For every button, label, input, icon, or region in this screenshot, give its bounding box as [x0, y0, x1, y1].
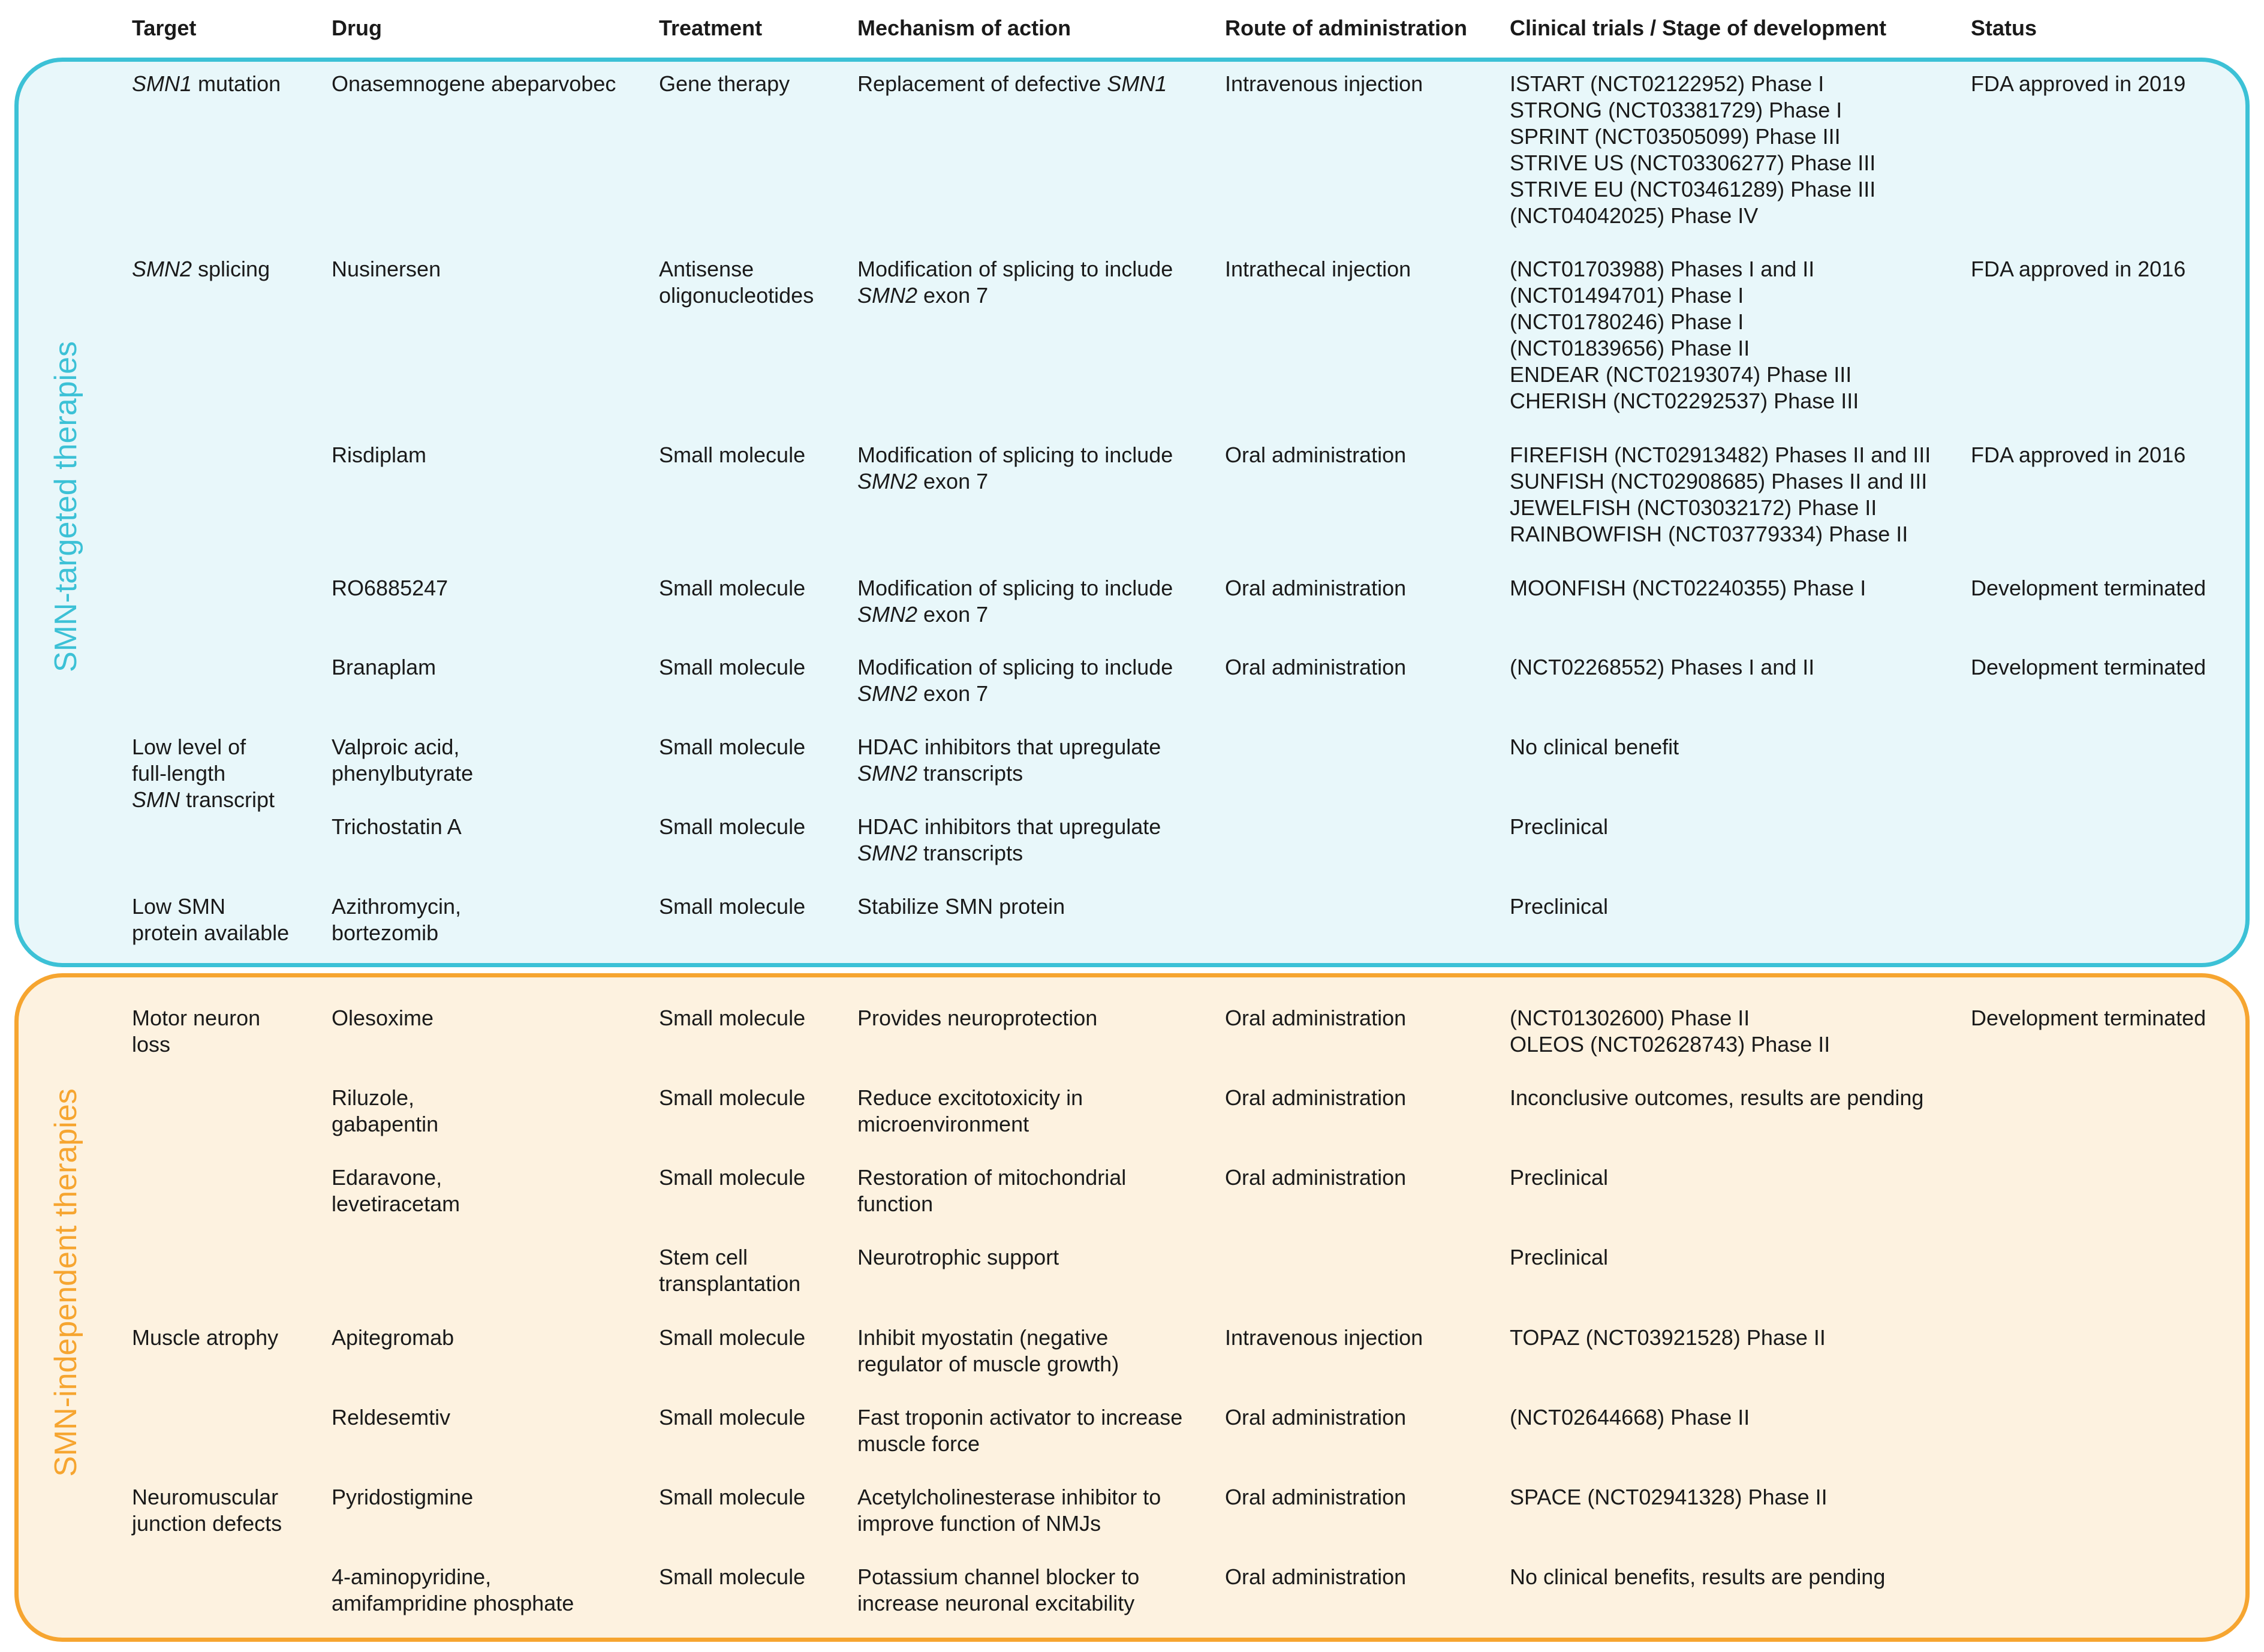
cell-line: STRIVE US (NCT03306277) Phase III — [1510, 151, 1876, 175]
gene-name: SMN2 — [857, 761, 918, 786]
cell-line: Risdiplam — [332, 443, 427, 467]
cell-line: (NCT04042025) Phase IV — [1510, 203, 1759, 228]
header-treatment: Treatment — [659, 16, 763, 40]
cell-treatment — [659, 71, 851, 97]
group-label-smn-targeted: SMN-targeted therapies — [49, 341, 83, 673]
cell-line: Stem cell — [659, 1245, 748, 1269]
cell-line: Oral administration — [1225, 1165, 1407, 1190]
cell-treatment — [659, 1244, 851, 1297]
cell-line: Inconclusive outcomes, results are pending — [1510, 1085, 1924, 1110]
gene-name: SMN1 — [132, 71, 192, 96]
cell-route — [1225, 256, 1501, 282]
cell-line: Small molecule — [659, 1405, 806, 1430]
cell-line: levetiracetam — [332, 1191, 460, 1216]
cell-treatment — [659, 1404, 851, 1431]
cell-mechanism — [857, 1325, 1211, 1377]
cell-target — [132, 1325, 324, 1351]
gene-name: SMN2 — [857, 283, 918, 308]
group-label-smn-independent: SMN-independent therapies — [49, 1088, 83, 1477]
cell-treatment — [659, 1484, 851, 1510]
cell-line: Pyridostigmine — [332, 1485, 474, 1509]
cell-drug — [332, 442, 643, 468]
cell-treatment — [659, 1164, 851, 1191]
cell-drug — [332, 71, 643, 97]
cell-line: junction defects — [132, 1511, 282, 1536]
cell-line — [857, 468, 1211, 495]
cell-line: Small molecule — [659, 1165, 806, 1190]
cell-route — [1225, 1484, 1501, 1510]
cell-line: Small molecule — [659, 814, 806, 839]
cell-line: Small molecule — [659, 1564, 806, 1589]
cell-line: Small molecule — [659, 1006, 806, 1030]
cell-line: HDAC inhibitors that upregulate — [857, 735, 1161, 759]
cell-line: Provides neuroprotection — [857, 1006, 1098, 1030]
cell-mechanism — [857, 734, 1211, 787]
cell-line: Restoration of mitochondrial — [857, 1165, 1127, 1190]
cell-line: oligonucleotides — [659, 283, 814, 308]
cell-target — [132, 893, 324, 946]
cell-line: Oral administration — [1225, 576, 1407, 600]
cell-drug — [332, 1325, 643, 1351]
cell-line: increase neuronal excitability — [857, 1591, 1135, 1615]
cell-mechanism — [857, 575, 1211, 628]
cell-treatment — [659, 442, 851, 468]
cell-status — [1971, 442, 2253, 468]
cell-line — [857, 681, 1211, 707]
cell-status — [1971, 256, 2253, 282]
cell-line — [857, 601, 1211, 628]
cell-line: Oral administration — [1225, 655, 1407, 679]
cell-target — [132, 256, 324, 282]
cell-line: Oral administration — [1225, 1485, 1407, 1509]
cell-line: RAINBOWFISH (NCT03779334) Phase II — [1510, 522, 1908, 546]
cell-route — [1225, 1164, 1501, 1191]
cell-target — [132, 1005, 324, 1058]
cell-trials — [1510, 1164, 1965, 1191]
cell-line: ISTART (NCT02122952) Phase I — [1510, 71, 1825, 96]
cell-line: (NCT02268552) Phases I and II — [1510, 655, 1815, 679]
cell-mechanism — [857, 893, 1211, 920]
text-segment: transcripts — [917, 841, 1023, 865]
cell-line: Azithromycin, — [332, 894, 462, 919]
cell-line — [857, 840, 1211, 866]
cell-line: RO6885247 — [332, 576, 448, 600]
cell-line: Edaravone, — [332, 1165, 442, 1190]
cell-line: OLEOS (NCT02628743) Phase II — [1510, 1032, 1831, 1057]
header-target: Target — [132, 16, 197, 40]
header-route: Route of administration — [1225, 16, 1467, 40]
cell-trials — [1510, 893, 1965, 920]
cell-mechanism — [857, 1564, 1211, 1617]
cell-line: Preclinical — [1510, 814, 1609, 839]
cell-mechanism — [857, 814, 1211, 866]
cell-drug — [332, 1085, 643, 1138]
cell-line: MOONFISH (NCT02240355) Phase I — [1510, 576, 1866, 600]
cell-line: amifampridine phosphate — [332, 1591, 574, 1615]
header-trials: Clinical trials / Stage of development — [1510, 16, 1887, 40]
cell-treatment — [659, 1325, 851, 1351]
text-segment: Replacement of defective — [857, 71, 1107, 96]
cell-line: Oral administration — [1225, 1405, 1407, 1430]
cell-line: Development terminated — [1971, 655, 2206, 679]
cell-line: phenylbutyrate — [332, 761, 474, 786]
cell-line: Oral administration — [1225, 443, 1407, 467]
cell-line — [857, 282, 1211, 309]
cell-line: No clinical benefit — [1510, 735, 1679, 759]
cell-line: Preclinical — [1510, 1245, 1609, 1269]
cell-line: function — [857, 1191, 934, 1216]
cell-status — [1971, 575, 2253, 601]
cell-target — [132, 734, 324, 813]
cell-line: FDA approved in 2016 — [1971, 257, 2186, 281]
cell-mechanism — [857, 654, 1211, 707]
cell-line: Development terminated — [1971, 1006, 2206, 1030]
cell-line: Intrathecal injection — [1225, 257, 1411, 281]
cell-status — [1971, 1005, 2253, 1031]
cell-drug — [332, 893, 643, 946]
cell-line: No clinical benefits, results are pending — [1510, 1564, 1886, 1589]
cell-mechanism — [857, 1484, 1211, 1537]
cell-line: Reldesemtiv — [332, 1405, 451, 1430]
cell-line: Modification of splicing to include — [857, 257, 1173, 281]
cell-mechanism — [857, 1085, 1211, 1138]
cell-target — [132, 71, 324, 97]
gene-name: SMN2 — [857, 681, 918, 706]
cell-route — [1225, 1005, 1501, 1031]
cell-line: Neurotrophic support — [857, 1245, 1059, 1269]
cell-line: Inhibit myostatin (negative — [857, 1325, 1109, 1350]
gene-name: SMN2 — [857, 602, 918, 627]
cell-treatment — [659, 1564, 851, 1590]
cell-line: SPRINT (NCT03505099) Phase III — [1510, 124, 1841, 149]
cell-line — [132, 787, 324, 813]
cell-line: Olesoxime — [332, 1006, 434, 1030]
cell-treatment — [659, 734, 851, 760]
header-drug: Drug — [332, 16, 382, 40]
cell-line: Low SMN — [132, 894, 226, 919]
cell-target — [132, 1484, 324, 1537]
cell-drug — [332, 1164, 643, 1217]
group-box-smn-independent — [14, 973, 2250, 1642]
cell-trials — [1510, 1404, 1965, 1431]
cell-drug — [332, 1005, 643, 1031]
cell-line: Small molecule — [659, 443, 806, 467]
cell-line: regulator of muscle growth) — [857, 1352, 1119, 1376]
cell-route — [1225, 71, 1501, 97]
text-segment: exon 7 — [917, 602, 989, 627]
cell-line: 4-aminopyridine, — [332, 1564, 492, 1589]
cell-line: Gene therapy — [659, 71, 790, 96]
cell-drug — [332, 1484, 643, 1510]
cell-line: gabapentin — [332, 1112, 439, 1136]
cell-status — [1971, 71, 2253, 97]
cell-treatment — [659, 814, 851, 840]
cell-line: Small molecule — [659, 576, 806, 600]
cell-drug — [332, 1564, 643, 1617]
cell-line: Trichostatin A — [332, 814, 462, 839]
cell-drug — [332, 654, 643, 681]
cell-route — [1225, 1404, 1501, 1431]
cell-line: (NCT01302600) Phase II — [1510, 1006, 1750, 1030]
cell-line: HDAC inhibitors that upregulate — [857, 814, 1161, 839]
cell-drug — [332, 734, 643, 787]
cell-line — [132, 256, 324, 282]
cell-line: Onasemnogene abeparvobec — [332, 71, 616, 96]
cell-treatment — [659, 1085, 851, 1111]
text-segment: splicing — [192, 257, 270, 281]
cell-mechanism — [857, 256, 1211, 309]
cell-line: Oral administration — [1225, 1085, 1407, 1110]
cell-trials — [1510, 71, 1965, 229]
cell-line: Small molecule — [659, 1085, 806, 1110]
text-segment: exon 7 — [917, 469, 989, 494]
cell-line: Muscle atrophy — [132, 1325, 279, 1350]
cell-line: (NCT01494701) Phase I — [1510, 283, 1744, 308]
text-segment: mutation — [192, 71, 281, 96]
cell-line: Stabilize SMN protein — [857, 894, 1065, 919]
cell-line: Small molecule — [659, 1325, 806, 1350]
cell-line: STRIVE EU (NCT03461289) Phase III — [1510, 177, 1876, 201]
cell-line: microenvironment — [857, 1112, 1029, 1136]
cell-trials — [1510, 442, 1965, 547]
cell-line — [857, 71, 1211, 97]
cell-line: Motor neuron — [132, 1006, 261, 1030]
cell-mechanism — [857, 1244, 1211, 1271]
cell-line: JEWELFISH (NCT03032172) Phase II — [1510, 495, 1877, 520]
cell-line: Small molecule — [659, 894, 806, 919]
cell-line: Intravenous injection — [1225, 71, 1423, 96]
cell-mechanism — [857, 1164, 1211, 1217]
cell-trials — [1510, 1484, 1965, 1510]
cell-line: protein available — [132, 920, 290, 945]
text-segment: transcripts — [917, 761, 1023, 786]
cell-status — [1971, 654, 2253, 681]
text-segment: exon 7 — [917, 681, 989, 706]
cell-treatment — [659, 654, 851, 681]
cell-line: CHERISH (NCT02292537) Phase III — [1510, 389, 1859, 413]
cell-line: Apitegromab — [332, 1325, 454, 1350]
cell-line: Oral administration — [1225, 1006, 1407, 1030]
cell-treatment — [659, 893, 851, 920]
cell-route — [1225, 1325, 1501, 1351]
cell-line: bortezomib — [332, 920, 439, 945]
cell-line: FDA approved in 2019 — [1971, 71, 2186, 96]
text-segment: transcript — [180, 787, 275, 812]
cell-line: STRONG (NCT03381729) Phase I — [1510, 98, 1842, 122]
cell-line: full-length — [132, 761, 226, 786]
cell-line: SUNFISH (NCT02908685) Phases II and III — [1510, 469, 1928, 494]
cell-trials — [1510, 256, 1965, 414]
cell-line: (NCT01703988) Phases I and II — [1510, 257, 1815, 281]
cell-treatment — [659, 575, 851, 601]
cell-trials — [1510, 654, 1965, 681]
cell-line: Preclinical — [1510, 1165, 1609, 1190]
cell-trials — [1510, 1325, 1965, 1351]
cell-line: transplantation — [659, 1271, 801, 1296]
cell-mechanism — [857, 1404, 1211, 1457]
cell-line: Potassium channel blocker to — [857, 1564, 1140, 1589]
cell-trials — [1510, 575, 1965, 601]
cell-line: Nusinersen — [332, 257, 441, 281]
cell-route — [1225, 1085, 1501, 1111]
cell-route — [1225, 1564, 1501, 1590]
cell-line: muscle force — [857, 1431, 980, 1456]
cell-line: Development terminated — [1971, 576, 2206, 600]
cell-line: Acetylcholinesterase inhibitor to — [857, 1485, 1161, 1509]
cell-line: Modification of splicing to include — [857, 443, 1173, 467]
cell-line: Neuromuscular — [132, 1485, 279, 1509]
cell-line: Valproic acid, — [332, 735, 460, 759]
cell-line: Small molecule — [659, 1485, 806, 1509]
cell-trials — [1510, 1244, 1965, 1271]
cell-treatment — [659, 256, 851, 309]
header-status: Status — [1971, 16, 2037, 40]
cell-line: Intravenous injection — [1225, 1325, 1423, 1350]
cell-line: improve function of NMJs — [857, 1511, 1101, 1536]
cell-trials — [1510, 734, 1965, 760]
cell-route — [1225, 575, 1501, 601]
cell-line: Low level of — [132, 735, 246, 759]
cell-line: loss — [132, 1032, 171, 1057]
cell-line: Antisense — [659, 257, 754, 281]
cell-trials — [1510, 814, 1965, 840]
cell-trials — [1510, 1005, 1965, 1058]
gene-name: SMN2 — [857, 469, 918, 494]
cell-drug — [332, 1404, 643, 1431]
cell-line: Small molecule — [659, 655, 806, 679]
cell-line: (NCT01839656) Phase II — [1510, 336, 1750, 360]
cell-mechanism — [857, 442, 1211, 495]
cell-drug — [332, 814, 643, 840]
cell-line: Reduce excitotoxicity in — [857, 1085, 1083, 1110]
cell-mechanism — [857, 1005, 1211, 1031]
cell-line: Modification of splicing to include — [857, 576, 1173, 600]
cell-line: Preclinical — [1510, 894, 1609, 919]
cell-mechanism — [857, 71, 1211, 97]
cell-line: FDA approved in 2016 — [1971, 443, 2186, 467]
cell-line: Small molecule — [659, 735, 806, 759]
gene-name: SMN2 — [132, 257, 192, 281]
cell-route — [1225, 442, 1501, 468]
cell-trials — [1510, 1564, 1965, 1590]
cell-trials — [1510, 1085, 1965, 1111]
cell-line — [857, 760, 1211, 787]
cell-line: Branaplam — [332, 655, 436, 679]
cell-line: Riluzole, — [332, 1085, 415, 1110]
cell-drug — [332, 256, 643, 282]
cell-line: (NCT02644668) Phase II — [1510, 1405, 1750, 1430]
cell-line: SPACE (NCT02941328) Phase II — [1510, 1485, 1828, 1509]
cell-route — [1225, 654, 1501, 681]
gene-name: SMN1 — [1107, 71, 1167, 96]
text-segment: exon 7 — [917, 283, 989, 308]
cell-line: (NCT01780246) Phase I — [1510, 309, 1744, 334]
cell-drug — [332, 575, 643, 601]
gene-name: SMN2 — [857, 841, 918, 865]
cell-line — [132, 71, 324, 97]
cell-line: Oral administration — [1225, 1564, 1407, 1589]
cell-line: ENDEAR (NCT02193074) Phase III — [1510, 362, 1852, 387]
cell-line: Fast troponin activator to increase — [857, 1405, 1183, 1430]
cell-treatment — [659, 1005, 851, 1031]
cell-line: Modification of splicing to include — [857, 655, 1173, 679]
header-mechanism: Mechanism of action — [857, 16, 1071, 40]
cell-line: TOPAZ (NCT03921528) Phase II — [1510, 1325, 1826, 1350]
gene-name: SMN — [132, 787, 180, 812]
cell-line: FIREFISH (NCT02913482) Phases II and III — [1510, 443, 1931, 467]
